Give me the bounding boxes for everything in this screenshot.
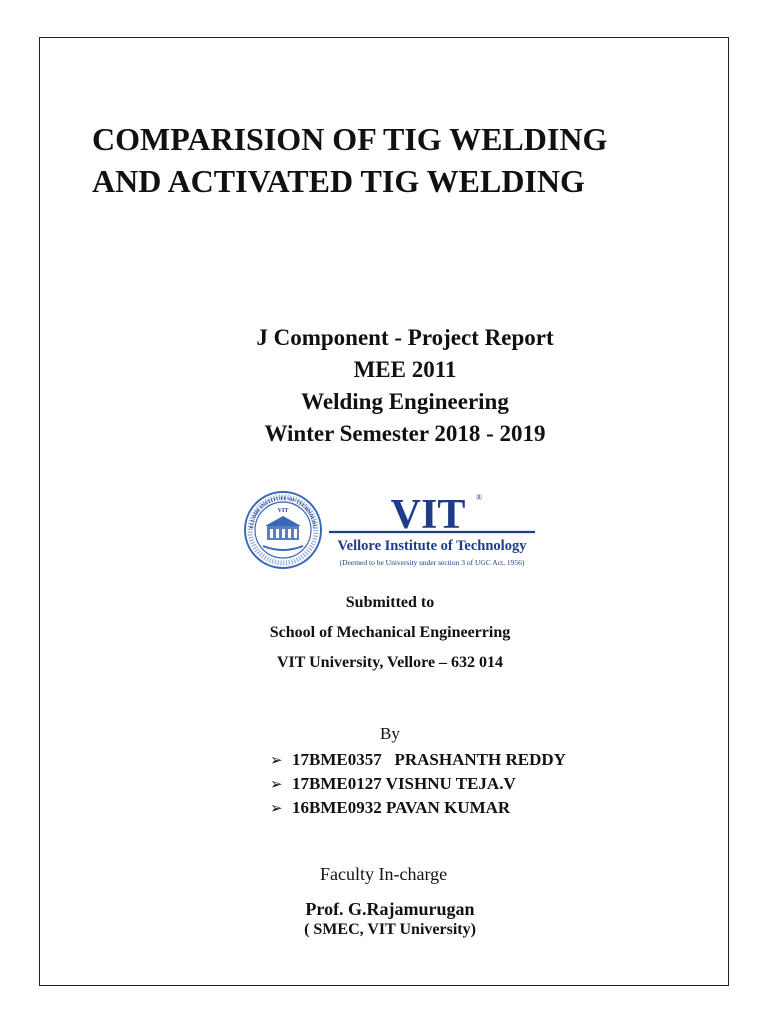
title-line-2: AND ACTIVATED TIG WELDING: [92, 163, 585, 199]
author-1: 17BME0357 PRASHANTH REDDY: [292, 750, 566, 769]
submission-block: [230, 588, 550, 678]
arrow-bullet-icon: ➢: [270, 799, 283, 817]
arrow-bullet-icon: ➢: [270, 775, 283, 793]
vit-seal-icon: [243, 488, 321, 568]
faculty-affiliation: ( SMEC, VIT University): [304, 921, 476, 938]
faculty-name: Prof. G.Rajamurugan: [305, 899, 475, 919]
course-code: MEE 2011: [353, 357, 457, 382]
vit-logo: [243, 488, 543, 572]
seal-inner-text: VIT: [277, 508, 289, 514]
title-line-1: COMPARISION OF TIG WELDING: [92, 121, 608, 157]
report-title: [92, 118, 712, 202]
semester: Winter Semester 2018 - 2019: [264, 421, 546, 446]
institute-name: Vellore Institute of Technology: [337, 538, 527, 554]
authors-list: [270, 748, 566, 820]
submitted-to-label: Submitted to: [345, 594, 435, 611]
by-label: By: [380, 724, 400, 743]
school-address: VIT University, Vellore – 632 014: [276, 654, 504, 671]
institute-tagline: (Deemed to be University under section 3 of UGC Act, 1956): [339, 558, 525, 567]
report-type: J Component - Project Report: [256, 325, 554, 350]
arrow-bullet-icon: ➢: [270, 751, 283, 769]
school-name: School of Mechanical Engineerring: [269, 624, 511, 641]
registered-mark: ®: [476, 493, 483, 502]
seal-ring-text: ELLORE INSTITUTE OF TECHNOLOG: [249, 496, 317, 529]
list-item: [270, 796, 566, 820]
author-2: 17BME0127 VISHNU TEJA.V: [292, 774, 516, 793]
faculty-label: Faculty In-charge: [320, 864, 448, 884]
course-name: Welding Engineering: [301, 389, 509, 414]
vit-wordmark: VIT: [390, 492, 466, 538]
author-3: 16BME0932 PAVAN KUMAR: [292, 798, 511, 817]
list-item: [270, 748, 566, 772]
list-item: [270, 772, 566, 796]
course-info: [180, 322, 630, 450]
